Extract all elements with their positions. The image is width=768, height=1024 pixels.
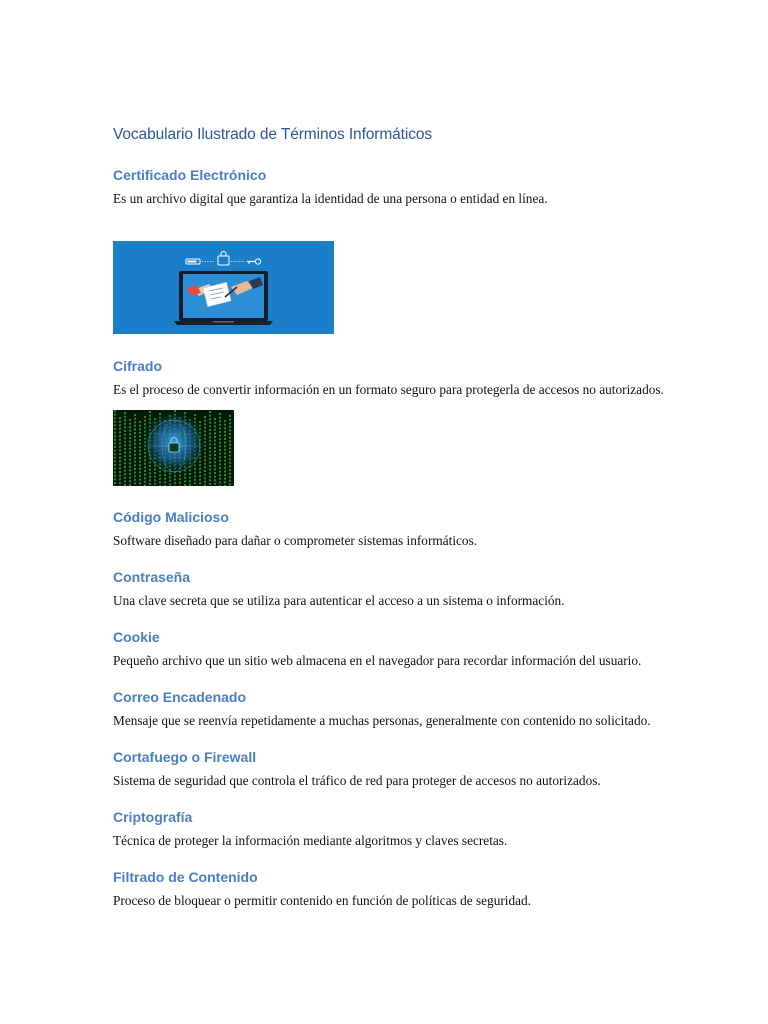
term-entry bbox=[113, 748, 673, 790]
term-definition: Sistema de seguridad que controla el tráfico de red para proteger de accesos no autorizados. bbox=[113, 773, 601, 788]
term-title: Cortafuego o Firewall bbox=[113, 749, 257, 765]
term-entry bbox=[113, 868, 673, 910]
term-definition: Es un archivo digital que garantiza la identidad de una persona o entidad en línea. bbox=[113, 191, 548, 206]
term-title: Certificado Electrónico bbox=[113, 167, 267, 183]
term-definition: Pequeño archivo que un sitio web almacena en el navegador para recordar información del usuario. bbox=[113, 653, 642, 668]
term-title: Correo Encadenado bbox=[113, 689, 247, 705]
matrix-globe-icon bbox=[113, 410, 234, 486]
term-definition: Software diseñado para dañar o comprometer sistemas informáticos. bbox=[113, 533, 478, 548]
term-definition: Proceso de bloquear o permitir contenido en función de políticas de seguridad. bbox=[113, 893, 531, 908]
term-entry bbox=[113, 808, 673, 850]
term-entry bbox=[113, 357, 673, 399]
term-definition: Mensaje que se reenvía repetidamente a muchas personas, generalmente con contenido no solicitado. bbox=[113, 713, 651, 728]
term-entry bbox=[113, 688, 673, 730]
term-entry bbox=[113, 166, 673, 208]
encryption-matrix-illustration bbox=[113, 410, 234, 486]
term-title: Cookie bbox=[113, 629, 160, 645]
electronic-certificate-illustration bbox=[113, 241, 334, 334]
term-definition: Es el proceso de convertir información en un formato seguro para protegerla de accesos no autorizados. bbox=[113, 382, 664, 397]
document-page bbox=[113, 125, 673, 928]
term-title: Filtrado de Contenido bbox=[113, 869, 258, 885]
term-title: Criptografía bbox=[113, 809, 193, 825]
laptop-signing-icon bbox=[113, 241, 334, 334]
term-title: Contraseña bbox=[113, 569, 191, 585]
term-definition: Técnica de proteger la información mediante algoritmos y claves secretas. bbox=[113, 833, 508, 848]
term-definition: Una clave secreta que se utiliza para autenticar el acceso a un sistema o información. bbox=[113, 593, 565, 608]
term-entry bbox=[113, 628, 673, 670]
term-entry bbox=[113, 508, 673, 550]
term-title: Código Malicioso bbox=[113, 509, 229, 525]
term-title: Cifrado bbox=[113, 358, 162, 374]
document-title: Vocabulario Ilustrado de Términos Informáticos bbox=[113, 126, 433, 143]
term-entry bbox=[113, 568, 673, 610]
